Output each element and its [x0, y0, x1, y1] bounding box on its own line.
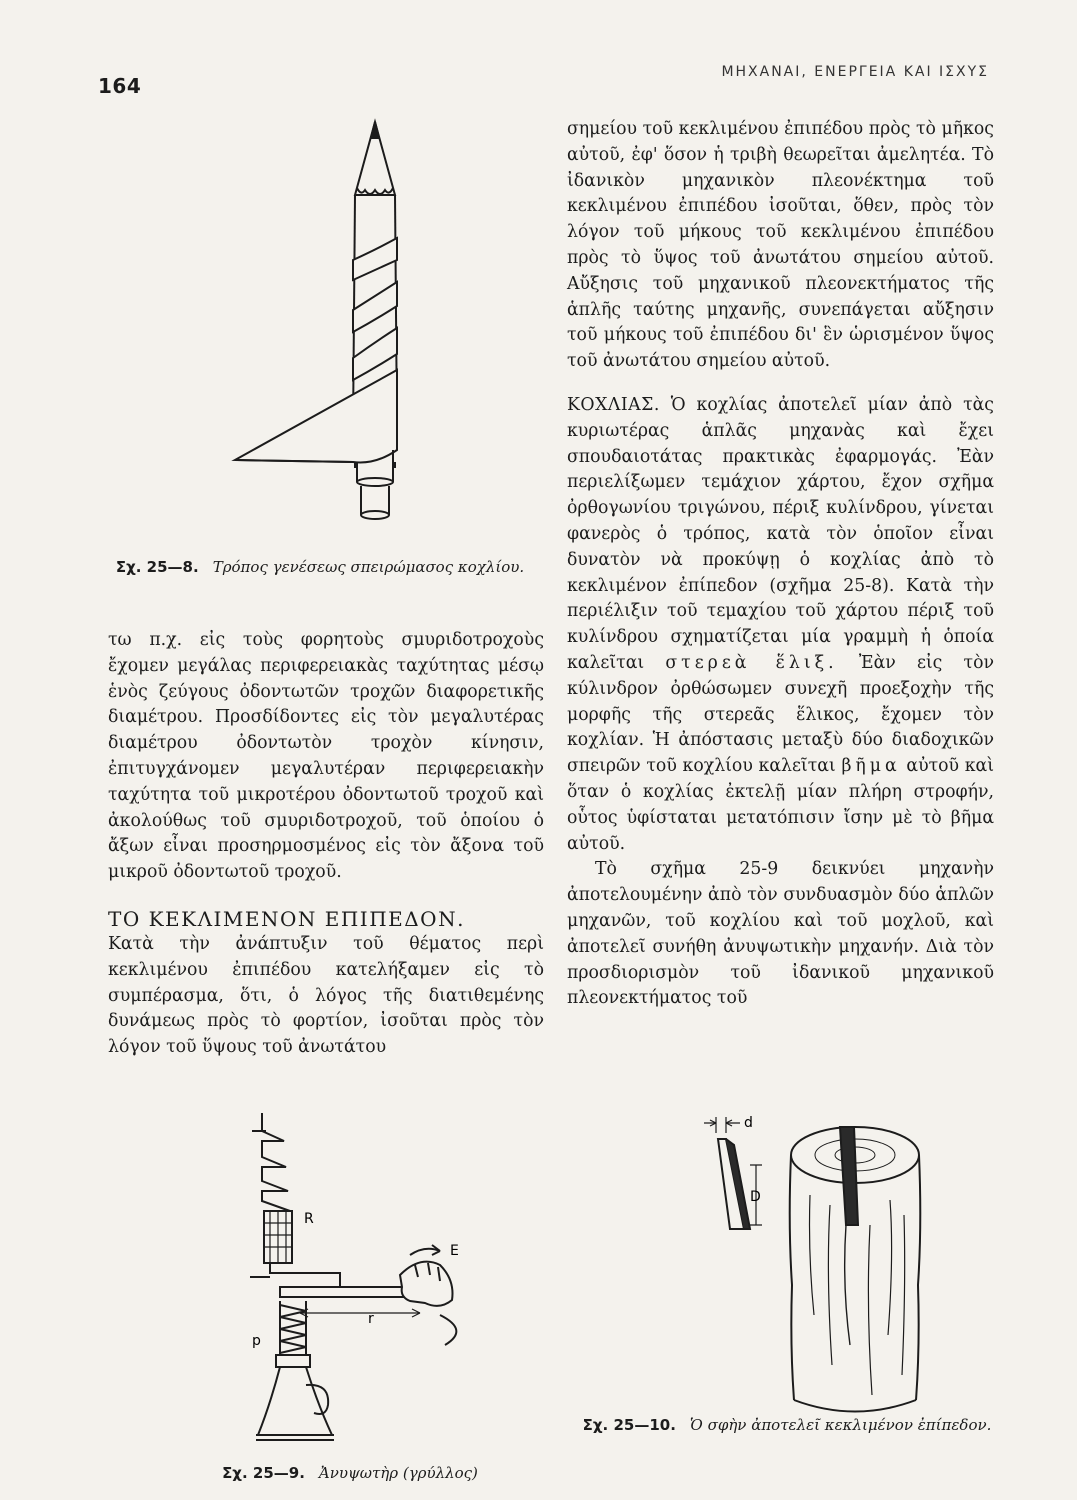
left-column [108, 628, 544, 1061]
screw-text-c: αὐτοῦ καὶ ὅταν ὁ κοχλίας ἐκτελῇ μίαν πλήρη στροφήν, οὗτος ὑφίσταται μετατόπισιν ἴσην μὲ τὸ βῆμα αὐτοῦ. [567, 756, 995, 854]
term-helix: στερεὰ ἕλιξ. [665, 652, 838, 673]
figure-25-9-caption-text: Ἀνυψωτὴρ (γρύλλος) [318, 1464, 478, 1482]
figure-25-8-label: Σχ. 25—8. [115, 558, 199, 576]
figure-25-10-caption [567, 1414, 1007, 1436]
mark-R: R [304, 1211, 314, 1227]
mark-D: D [750, 1189, 761, 1205]
figure-25-9-screw-jack [240, 1105, 490, 1450]
figure-25-8-caption [100, 556, 540, 578]
figure-25-8-caption-text: Τρόπος γενέσεως σπειρώμασος κοχλίου. [212, 558, 525, 576]
section-heading-screw: ΚΟΧΛΙΑΣ. [567, 394, 660, 415]
mark-E: E [450, 1243, 459, 1259]
mark-d: d [744, 1115, 753, 1131]
right-paragraph-3: Τὸ σχῆμα 25-9 δεικνύει μηχανὴν ἀποτελουμένην ἀπὸ τὸν συνδυασμὸν δύο ἁπλῶν μηχανῶν, τοῦ κοχλίου καὶ τοῦ μοχλοῦ, καὶ ἀποτελεῖ συνήθη ἀνυψωτικὴν μηχανήν. Διὰ τὸν προσδιορισμὸν τοῦ ἰδανικοῦ μηχανικοῦ πλεονεκτήματος τοῦ [567, 859, 994, 1009]
section-heading-inclined-plane: ΤΟ ΚΕΚΛΙΜΕΝΟΝ ΕΠΙΠΕΔΟΝ. [108, 906, 465, 931]
figure-25-10-wedge-log [690, 1105, 930, 1425]
right-paragraph-2 [567, 393, 994, 857]
screw-text-a: Ὁ κοχλίας ἀποτελεῖ μίαν ἀπὸ τὰς κυριωτέρας ἁπλᾶς μηχανὰς καὶ ἔχει σπουδαιοτάτας πρακτικὰς ἐφαρμογάς. Ἐὰν περιελίξωμεν τεμάχιον χάρτου, ἔχον σχῆμα ὀρθογωνίου τριγώνου, πέριξ κυλίνδρου, γίνεται φανερὸς ὁ τρόπος, κατὰ τὸν ὁποῖον εἶναι δυνατὸν νὰ προκύψῃ ὁ κοχλίας ἀπὸ τὸ κεκλιμένον ἐπίπεδον (σχῆμα 25-8). Κατὰ τὴν περιέλιξιν τοῦ τεμαχίου τοῦ χάρτου πέριξ τοῦ κυλίνδρου σχηματίζεται μία γραμμὴ ἡ ὁποία καλεῖται [567, 394, 994, 673]
figure-25-10-caption-text: Ὁ σφὴν ἀποτελεῖ κεκλιμένον ἐπίπεδον. [689, 1416, 992, 1434]
figure-25-9-label: Σχ. 25—9. [222, 1464, 305, 1482]
running-title: ΜΗΧΑΝΑΙ, ΕΝΕΡΓΕΙΑ ΚΑΙ ΙΣΧΥΣ [721, 64, 989, 80]
left-paragraph-2: Κατὰ τὴν ἀνάπτυξιν τοῦ θέματος περὶ κεκλιμένου ἐπιπέδου κατελήξαμεν εἰς τὸ συμπέρασμα, ὅτι, ὁ λόγος τῆς διατιθεμένης δυνάμεως πρὸς τὸ φορτίον, ἰσοῦται πρὸς τὸν λόγον τοῦ ὕψους τοῦ ἀνωτάτου [108, 933, 544, 1058]
mark-r: r [368, 1311, 374, 1327]
screw-text-b: Ἐὰν εἰς τὸν κύλινδρον ὀρθώσωμεν συνεχῆ προεξοχὴν τῆς μορφῆς τῆς στερεᾶς ἕλικος, ἔχομεν τὸν κοχλίαν. Ἡ ἀπόστασις μεταξὺ δύο διαδοχικῶν σπειρῶν τοῦ κοχλίου καλεῖται [567, 652, 994, 777]
page-number: 164 [98, 74, 142, 98]
figure-25-8-pencil-helix [225, 110, 425, 550]
right-column [567, 117, 994, 1012]
left-paragraph-1: τω π.χ. εἰς τοὺς φορητοὺς σμυριδοτροχοὺς ἔχομεν μεγάλας περιφερειακὰς ταχύτητας μέσῳ ἑνὸς ζεύγους ὀδοντωτῶν τροχῶν διαφορετικῆς διαμέτρου. Προσδίδοντες εἰς τὸν μεγαλυτέρας διαμέτρου ὀδοντωτὸν τροχὸν κίνησιν, ἐπιτυγχάνομεν μεγαλυτέραν περιφερειακὴν ταχύτητα τοῦ μικροτέρου ὀδοντωτοῦ τροχοῦ καὶ ἀκολούθως τοῦ σμυριδοτροχοῦ, τοῦ ὁποίου ὁ ἄξων εἶναι προσηρμοσμένος εἰς τὸν ἄξονα τοῦ μικροῦ ὀδοντωτοῦ τροχοῦ. [108, 630, 544, 883]
figure-25-10-label: Σχ. 25—10. [582, 1416, 676, 1434]
mark-p: p [252, 1333, 261, 1349]
term-pitch: βῆμα [841, 756, 901, 777]
figure-25-9-caption [190, 1462, 510, 1484]
right-paragraph-1: σημείου τοῦ κεκλιμένου ἐπιπέδου πρὸς τὸ μῆκος αὐτοῦ, ἐφ' ὅσον ἡ τριβὴ θεωρεῖται ἀμελητέα. Τὸ ἰδανικὸν μηχανικὸν πλεονέκτημα τοῦ κεκλιμένου ἐπιπέδου ἰσοῦται, ὅθεν, πρὸς τὸν λόγον τοῦ μήκους τοῦ κεκλιμένου ἐπιπέδου πρὸς τὸ ὕψος τοῦ ἀνωτάτου σημείου αὐτοῦ. Αὔξησις τοῦ μηχανικοῦ πλεονεκτήματος τῆς ἁπλῆς ταύτης μηχανῆς, συνεπάγεται αὔξησιν τοῦ μήκους τοῦ ἐπιπέδου δι' ἓν ὡρισμένον ὕψος τοῦ ἀνωτάτου σημείου αὐτοῦ. [567, 119, 994, 372]
